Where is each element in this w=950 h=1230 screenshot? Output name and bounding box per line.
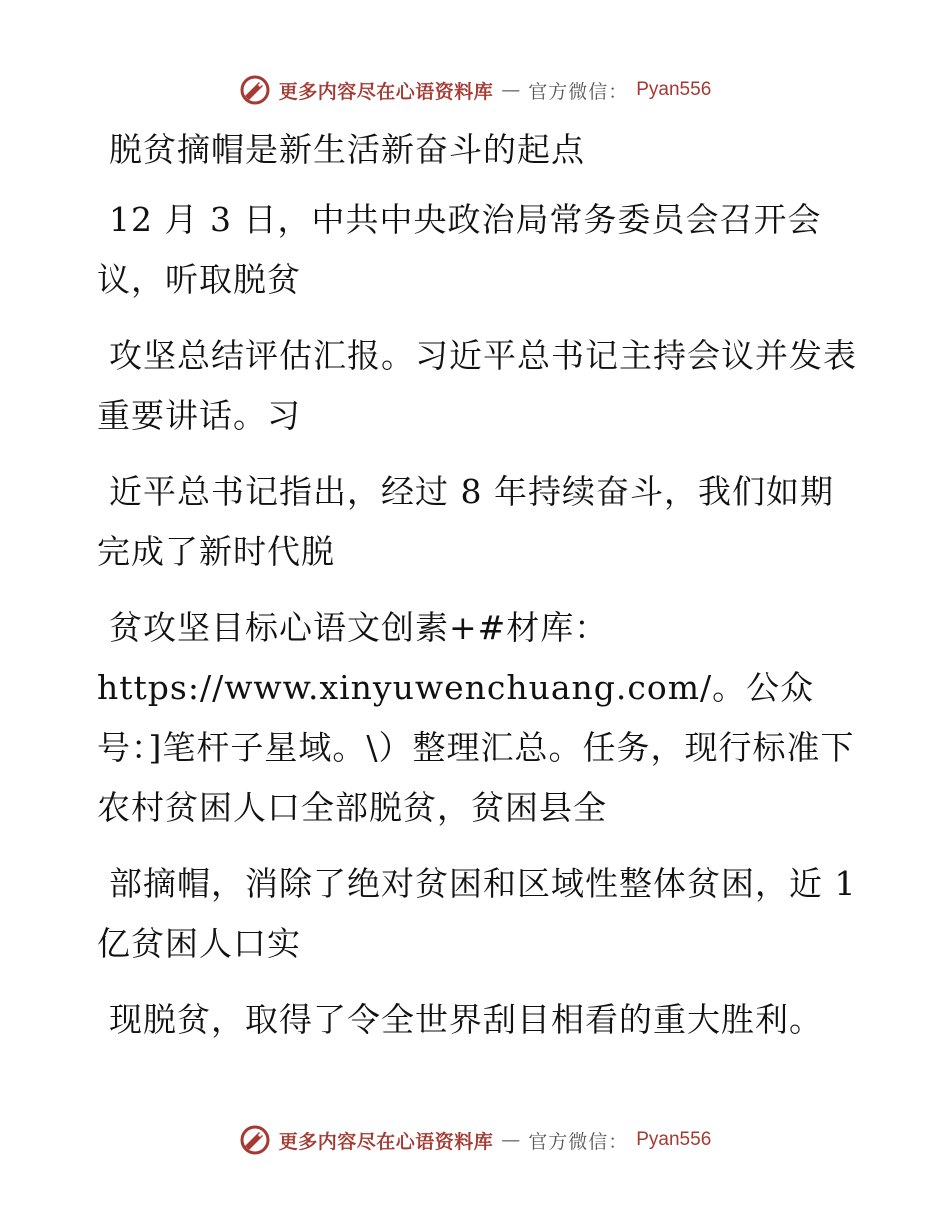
pen-nib-logo-icon: [239, 1124, 271, 1156]
header-watermark: [0, 68, 950, 112]
watermark-official-label: 官方微信：: [528, 80, 629, 103]
paragraph-6: [97, 990, 857, 1050]
paragraph-2-text: 攻坚总结评估汇报。习近平总书记主持会议并发表重要讲话。习: [97, 336, 857, 435]
footer-watermark-brand: 更多内容尽在心语资料库: [278, 1130, 494, 1153]
footer-watermark-wechat-id: Pyan556: [636, 1129, 712, 1150]
pen-nib-logo-icon: [239, 74, 271, 106]
paragraph-1: [97, 190, 857, 310]
paragraph-5-text: 部摘帽，消除了绝对贫困和区域性整体贫困，近 1 亿贫困人口实: [97, 864, 857, 963]
document-title: 脱贫摘帽是新生活新奋斗的起点: [109, 130, 585, 169]
watermark-brand: 更多内容尽在心语资料库: [278, 80, 494, 103]
watermark-separator: —: [501, 79, 521, 101]
paragraph-1-text: 12 月 3 日，中共中央政治局常务委员会召开会议，听取脱贫: [97, 200, 822, 299]
footer-watermark-separator: —: [501, 1129, 521, 1151]
paragraph-3-text: 近平总书记指出，经过 8 年持续奋斗，我们如期完成了新时代脱: [97, 472, 834, 571]
footer-watermark: [0, 1118, 950, 1162]
paragraph-5: [97, 854, 857, 974]
paragraph-4: [97, 598, 857, 838]
paragraph-6-text: 现脱贫，取得了令全世界刮目相看的重大胜利。: [109, 1000, 823, 1039]
footer-watermark-official-label: 官方微信：: [528, 1130, 629, 1153]
paragraph-4-text: 贫攻坚目标心语文创素+#材库：https://www.xinyuwenchuang.com/。公众号：]笔杆子星域。\）整理汇总。任务，现行标准下农村贫困人口全部脱贫，贫困县全: [97, 608, 855, 827]
paragraph-2: [97, 326, 857, 446]
watermark-wechat-id: Pyan556: [636, 79, 712, 100]
paragraph-3: [97, 462, 857, 582]
document-body: [97, 120, 857, 1066]
